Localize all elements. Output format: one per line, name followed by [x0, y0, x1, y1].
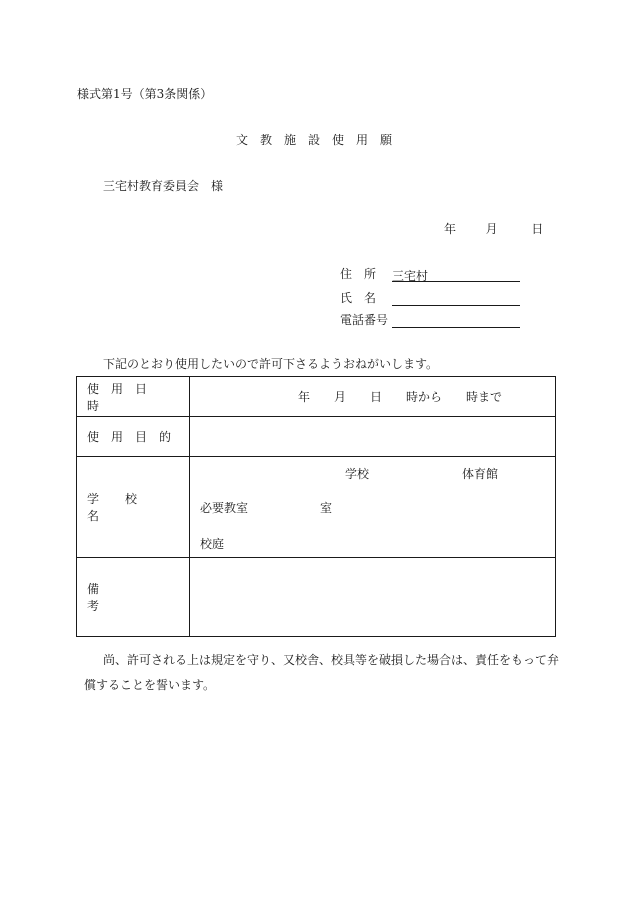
addressee: 三宅村教育委員会 様 [103, 179, 224, 193]
usage-purpose-label [77, 417, 190, 457]
gym-label: 体育館 [462, 467, 499, 481]
row-label: 使用日時 [87, 381, 160, 413]
address-field [340, 265, 520, 282]
pledge-line-1: 尚、許可される上は規定を守り、又校舎、校具等を破損した場合は、責任をもって弁 [103, 653, 560, 667]
remarks-label [77, 558, 190, 637]
room-suffix: 室 [320, 501, 333, 515]
document-title: 文教施設使用願 [235, 133, 404, 147]
intro-text: 下記のとおり使用したいので許可下さるようおねがいします。 [103, 357, 439, 371]
date-month-label: 月 [485, 222, 498, 236]
school-suffix: 学校 [345, 467, 370, 481]
phone-field [340, 311, 520, 328]
usage-datetime-label [77, 377, 190, 417]
row-label: 学校名 [87, 492, 164, 523]
date-year-label: 年 [444, 222, 457, 236]
pledge-line-2: 償することを誓います。 [84, 678, 216, 692]
phone-label: 電話番号 [340, 313, 389, 327]
row-label: 使用目的 [87, 430, 184, 444]
address-value[interactable]: 三宅村 [392, 267, 520, 282]
phone-value[interactable] [392, 313, 520, 328]
name-value[interactable] [392, 291, 520, 306]
address-label: 住 所 [340, 267, 377, 281]
form-number: 様式第1号（第3条関係） [77, 87, 213, 101]
school-name-label [77, 457, 190, 558]
table-row [77, 558, 556, 637]
usage-purpose-value[interactable] [190, 417, 556, 457]
remarks-value[interactable] [190, 558, 556, 637]
date-line [444, 220, 543, 237]
school-details[interactable] [190, 457, 556, 558]
classroom-label: 必要教室 [200, 501, 249, 515]
table-row [77, 377, 556, 417]
schoolyard-label: 校庭 [200, 537, 225, 551]
table-row [77, 457, 556, 558]
application-table [76, 376, 556, 637]
name-field [340, 289, 520, 306]
usage-datetime-value[interactable]: 年 月 日 時から 時まで [190, 377, 556, 417]
row-label: 備考 [87, 582, 160, 613]
date-day-label: 日 [531, 222, 544, 236]
table-row [77, 417, 556, 457]
name-label: 氏 名 [340, 291, 377, 305]
